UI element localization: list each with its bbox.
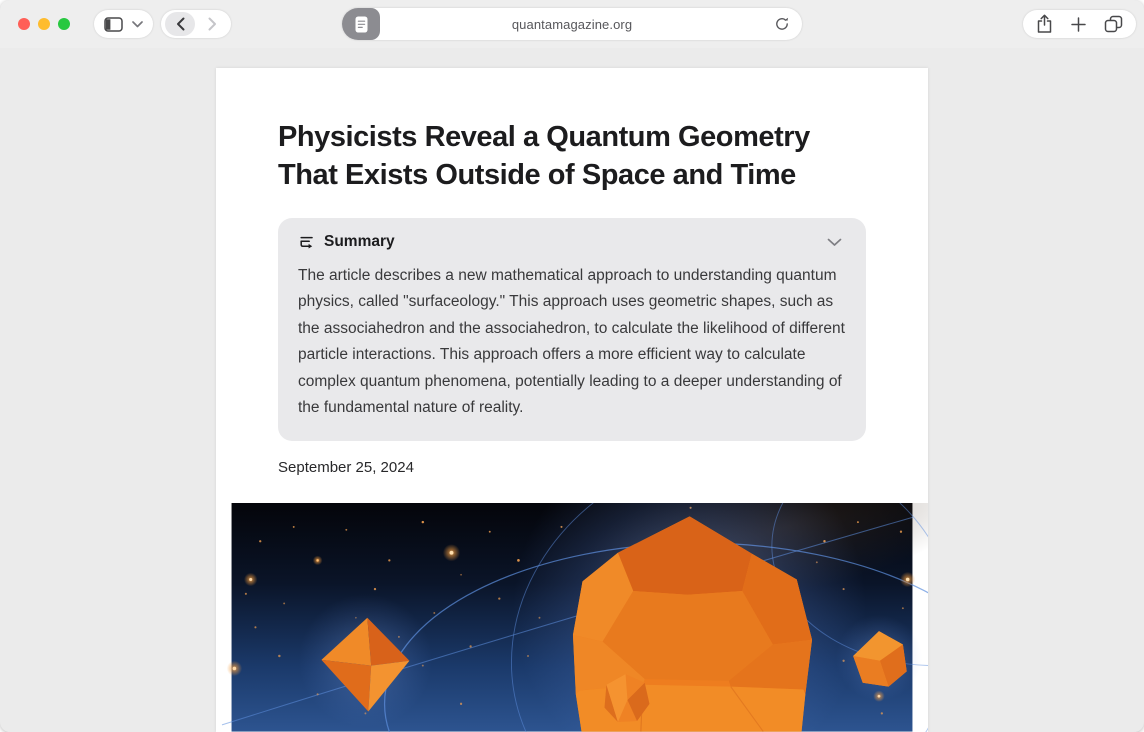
reload-button[interactable]	[773, 15, 791, 33]
share-icon	[1036, 14, 1053, 34]
hero-image	[216, 503, 928, 732]
close-button[interactable]	[18, 18, 30, 30]
address-bar[interactable]	[342, 8, 802, 40]
tab-overview-icon	[1104, 15, 1123, 33]
browser-toolbar	[0, 0, 1144, 48]
navigation-controls	[161, 10, 231, 38]
summary-box	[278, 218, 866, 441]
summary-header	[298, 233, 846, 251]
share-button[interactable]	[1036, 14, 1053, 34]
sidebar-controls	[94, 10, 153, 38]
new-tab-button[interactable]	[1070, 16, 1087, 33]
reader-mode-button[interactable]	[342, 8, 380, 40]
reader-article-card	[216, 68, 928, 732]
reader-icon	[355, 16, 368, 33]
minimize-button[interactable]	[38, 18, 50, 30]
article-date: September 25, 2024	[278, 459, 414, 477]
back-button[interactable]	[165, 12, 195, 36]
toolbar-right-controls	[1023, 10, 1136, 38]
page-content	[0, 48, 1144, 732]
sidebar-chevron-down-icon[interactable]	[132, 21, 143, 28]
traffic-lights	[18, 18, 70, 30]
zoom-button[interactable]	[58, 18, 70, 30]
summarize-icon	[298, 234, 315, 250]
chevron-down-icon	[827, 238, 842, 247]
tab-overview-button[interactable]	[1104, 15, 1123, 33]
article-title: Physicists Reveal a Quantum Geometry That Exists Outside of Space and Time	[278, 121, 810, 191]
reload-icon	[774, 16, 790, 32]
summary-collapse-button[interactable]	[827, 238, 846, 247]
plus-icon	[1070, 16, 1087, 33]
summary-text: The article describes a new mathematical approach to understanding quantum physics, called "surfaceology." This approach uses geometric shapes, such as the associahedron and the associahedron, to calculate the likelihood of different particle interactions. This approach offers a more efficient way to calculate complex quantum phenomena, potentially leading to a deeper understanding of the fundamental nature of reality.	[298, 267, 845, 417]
sidebar-icon[interactable]	[104, 17, 123, 32]
url-text: quantamagazine.org	[511, 16, 633, 32]
summary-label: Summary	[324, 233, 395, 250]
forward-button[interactable]	[197, 12, 227, 36]
